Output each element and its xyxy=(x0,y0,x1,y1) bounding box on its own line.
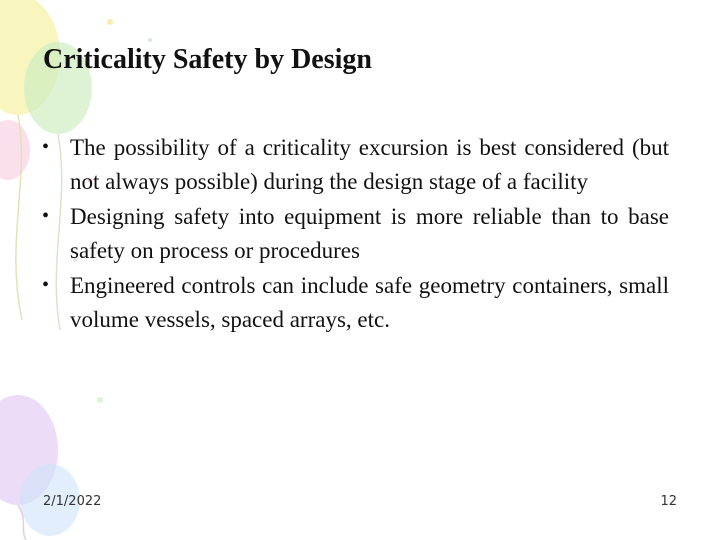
bullet-item xyxy=(42,131,669,198)
bullet-marker: • xyxy=(42,136,50,158)
confetti-dot xyxy=(148,38,152,42)
bullet-item xyxy=(42,200,669,267)
confetti-dot xyxy=(107,19,113,25)
bullet-list xyxy=(42,131,669,338)
bullet-marker: • xyxy=(42,205,50,227)
bullet-marker: • xyxy=(42,274,50,296)
slide-title: Criticality Safety by Design xyxy=(43,44,372,75)
balloon-pink xyxy=(0,120,30,180)
bullet-text: Designing safety into equipment is more reliable than to base safety on process or procedures xyxy=(70,204,669,263)
page-number: 12 xyxy=(660,494,677,509)
bullet-text: Engineered controls can include safe geometry containers, small volume vessels, spaced arrays, etc. xyxy=(70,273,669,332)
bullet-text: The possibility of a criticality excursion is best considered (but not always possible) during the design stage of a facility xyxy=(70,135,669,194)
bullet-item xyxy=(42,269,669,336)
footer-date: 2/1/2022 xyxy=(43,494,102,509)
confetti-dot xyxy=(97,397,103,403)
